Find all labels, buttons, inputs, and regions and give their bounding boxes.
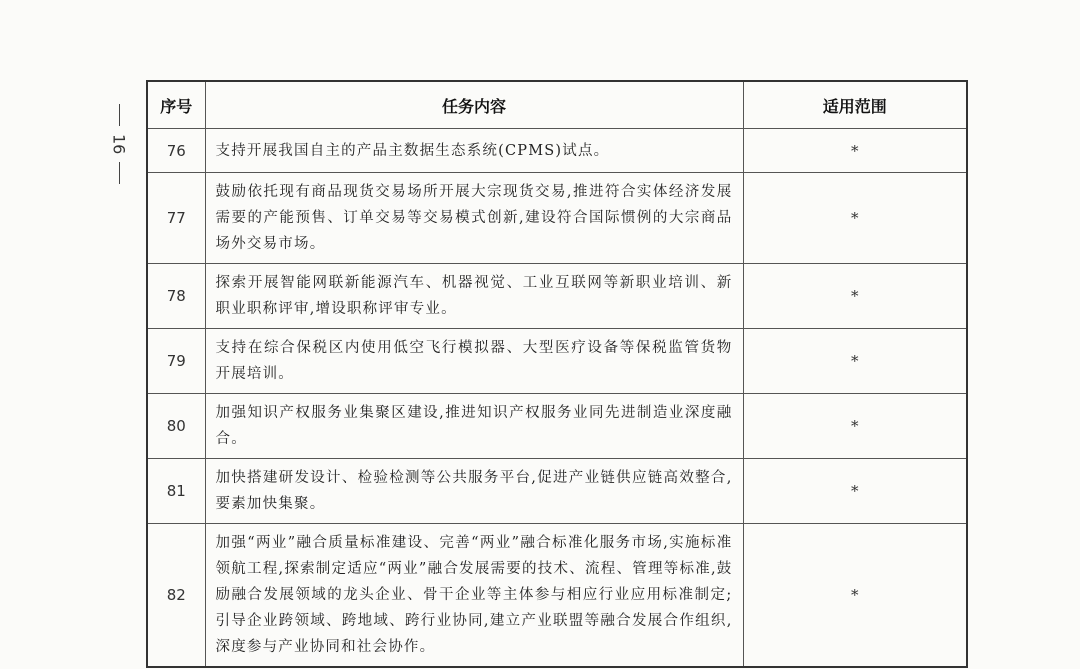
table-row	[147, 329, 967, 394]
table-row	[147, 264, 967, 329]
table-row	[147, 129, 967, 173]
row-content: 加快搭建研发设计、检验检测等公共服务平台,促进产业链供应链高效整合,要素加快集聚。	[205, 459, 743, 524]
table-row	[147, 524, 967, 668]
page-number	[108, 104, 130, 184]
row-scope: *	[743, 173, 967, 264]
row-scope: *	[743, 264, 967, 329]
row-number: 82	[147, 524, 205, 668]
page-number-dash-bottom	[119, 162, 120, 184]
table-header-row	[147, 81, 967, 129]
page-number-dash-top	[119, 104, 120, 126]
row-number: 80	[147, 394, 205, 459]
row-content: 加强知识产权服务业集聚区建设,推进知识产权服务业同先进制造业深度融合。	[205, 394, 743, 459]
row-number: 79	[147, 329, 205, 394]
row-scope: *	[743, 329, 967, 394]
page-number-text: 16	[109, 134, 129, 155]
row-content: 加强“两业”融合质量标准建设、完善“两业”融合标准化服务市场,实施标准领航工程,探索制定适应“两业”融合发展需要的技术、流程、管理等标准,鼓励融合发展领域的龙头企业、骨干企业等主体参与相应行业应用标准制定;引导企业跨领域、跨地域、跨行业协同,建立产业联盟等融合发展合作组织,深度参与产业协同和社会协作。	[205, 524, 743, 668]
table-row	[147, 394, 967, 459]
header-number: 序号	[147, 81, 205, 129]
row-scope: *	[743, 524, 967, 668]
row-number: 81	[147, 459, 205, 524]
row-scope: *	[743, 394, 967, 459]
row-number: 77	[147, 173, 205, 264]
row-scope: *	[743, 459, 967, 524]
row-scope: *	[743, 129, 967, 173]
row-number: 78	[147, 264, 205, 329]
table-row	[147, 459, 967, 524]
row-content: 支持开展我国自主的产品主数据生态系统(CPMS)试点。	[205, 129, 743, 173]
table-row	[147, 173, 967, 264]
header-content: 任务内容	[205, 81, 743, 129]
row-content: 鼓励依托现有商品现货交易场所开展大宗现货交易,推进符合实体经济发展需要的产能预售、订单交易等交易模式创新,建设符合国际惯例的大宗商品场外交易市场。	[205, 173, 743, 264]
row-content: 支持在综合保税区内使用低空飞行模拟器、大型医疗设备等保税监管货物开展培训。	[205, 329, 743, 394]
header-scope: 适用范围	[743, 81, 967, 129]
task-table	[146, 80, 968, 668]
row-number: 76	[147, 129, 205, 173]
row-content: 探索开展智能网联新能源汽车、机器视觉、工业互联网等新职业培训、新职业职称评审,增设职称评审专业。	[205, 264, 743, 329]
